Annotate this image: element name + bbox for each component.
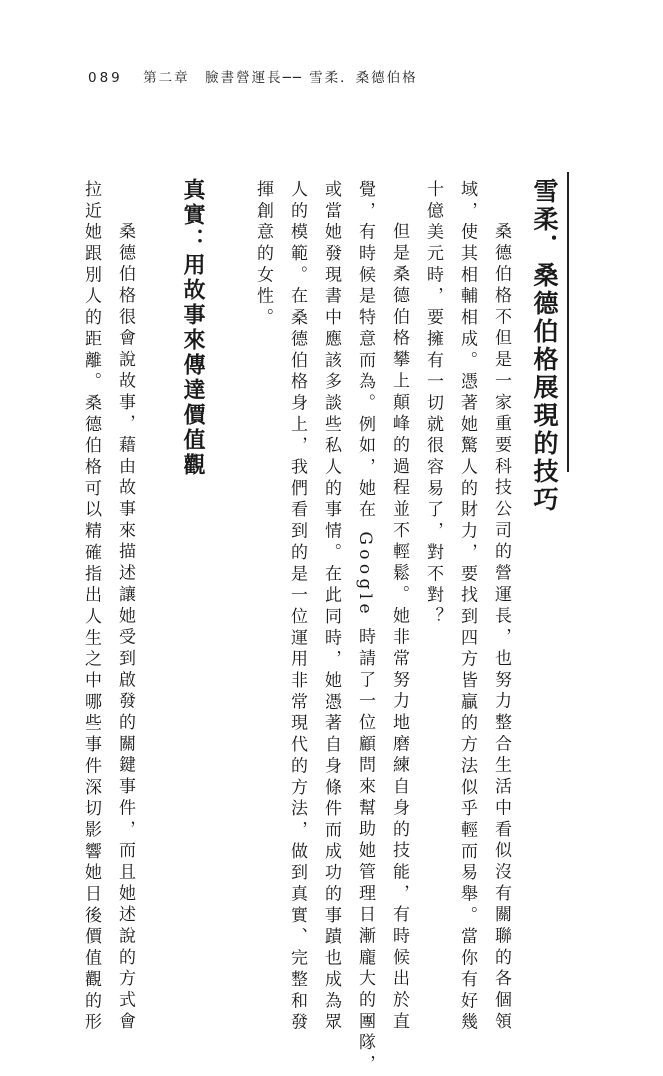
paragraph-line: 桑德伯格很會說故事，藉由故事來描述讓她受到啟發的關鍵事件，而且她述說的方式會 — [115, 222, 135, 1034]
heading-rule — [567, 172, 569, 472]
paragraph-line: 但是桑德伯格攀上顛峰的過程並不輕鬆。她非常努力地磨練自身的技能，有時候出於直 — [389, 222, 409, 1034]
running-title: 第二章 臉書營運長── 雪柔．桑德伯格 — [143, 70, 418, 86]
page-number: 089 — [88, 70, 123, 86]
paragraph-line: 拉近她跟別人的距離。桑德伯格可以精確指出人生之中哪些事件深切影響她日後價值觀的形 — [81, 180, 101, 1034]
paragraph-line: 揮創意的女性。 — [253, 180, 273, 330]
paragraph-line: 十億美元時，要擁有一切就很容易了，對不對？ — [423, 180, 443, 629]
section-heading-authenticity: 真實：用故事來傳達價值觀 — [180, 178, 205, 478]
paragraph-line: 覺，有時候是特意而為。例如，她在 Google 時請了一位顧問來幫助她管理日漸龐大的團隊， — [355, 180, 375, 1076]
paragraph-line: 人的模範。在桑德伯格身上，我們看到的是一位運用非常現代的方法，做到真實、完整和發 — [287, 180, 307, 1034]
running-header — [88, 66, 418, 86]
paragraph-line: 域，使其相輔相成。憑著她驚人的財力，要找到四方皆贏的方法似乎輕而易舉。當你有好幾 — [457, 180, 477, 1034]
section-heading-techniques: 雪柔．桑德伯格展現的技巧 — [530, 178, 559, 514]
paragraph-line: 或當她發現書中應該多談些私人的事情。在此同時，她憑著自身條件而成功的事蹟也成為眾 — [321, 180, 341, 1034]
paragraph-line: 桑德伯格不但是一家重要科技公司的營運長，也努力整合生活中看似沒有關聯的各個領 — [491, 222, 511, 1034]
